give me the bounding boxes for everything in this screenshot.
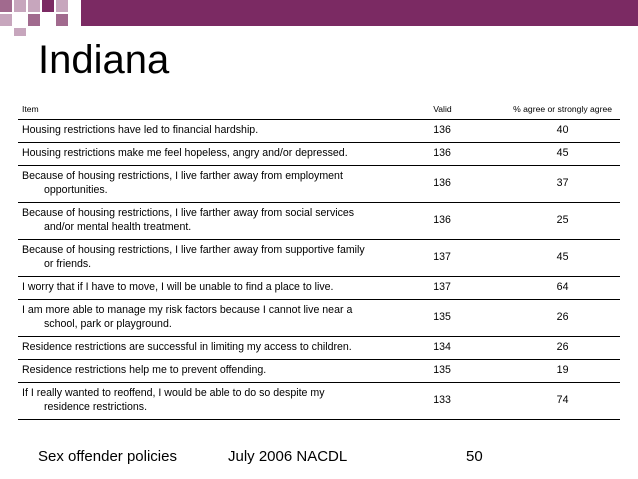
- item-cell: [18, 203, 423, 240]
- valid-cell: 133: [423, 383, 505, 420]
- item-text: Because of housing restrictions, I live farther away from employment: [22, 170, 343, 182]
- valid-cell: 136: [423, 166, 505, 203]
- deco-square: [0, 14, 12, 26]
- table-row: [18, 337, 620, 360]
- valid-cell: 135: [423, 300, 505, 337]
- pct-cell: 26: [505, 337, 620, 360]
- table-row: [18, 143, 620, 166]
- header-valid: Valid: [433, 104, 452, 114]
- page-number: 50: [466, 448, 483, 465]
- item-text: Residence restrictions are successful in limiting my access to children.: [22, 341, 352, 353]
- corner-decoration: [0, 0, 638, 36]
- pct-cell: 26: [505, 300, 620, 337]
- item-text: Because of housing restrictions, I live farther away from supportive family: [22, 244, 365, 256]
- valid-cell: 135: [423, 360, 505, 383]
- valid-cell: 134: [423, 337, 505, 360]
- table-row: [18, 240, 620, 277]
- item-cell: [18, 143, 423, 166]
- pct-cell: 45: [505, 240, 620, 277]
- table-row: [18, 300, 620, 337]
- table-row: [18, 166, 620, 203]
- deco-square: [28, 0, 40, 12]
- header-item: Item: [22, 104, 39, 114]
- item-text: Housing restrictions make me feel hopeless, angry and/or depressed.: [22, 147, 348, 159]
- item-cell: [18, 277, 423, 300]
- deco-square: [42, 0, 54, 12]
- table-row: [18, 277, 620, 300]
- survey-table: [18, 104, 620, 420]
- item-text-continued: residence restrictions.: [44, 401, 148, 413]
- item-text-continued: and/or mental health treatment.: [44, 221, 192, 233]
- item-text: I am more able to manage my risk factors because I cannot live near a: [22, 304, 353, 316]
- item-text: Housing restrictions have led to financial hardship.: [22, 124, 259, 136]
- footer-center: July 2006 NACDL: [228, 448, 348, 465]
- pct-cell: 19: [505, 360, 620, 383]
- item-text: Because of housing restrictions, I live farther away from social services: [22, 207, 355, 219]
- table-row: [18, 120, 620, 143]
- pct-cell: 37: [505, 166, 620, 203]
- deco-square: [14, 0, 26, 12]
- deco-square: [56, 0, 68, 12]
- deco-square: [14, 28, 26, 36]
- header-pct: % agree or strongly agree: [513, 104, 613, 114]
- item-cell: [18, 166, 423, 203]
- valid-cell: 136: [423, 120, 505, 143]
- pct-cell: 64: [505, 277, 620, 300]
- pct-cell: 74: [505, 383, 620, 420]
- pct-cell: 40: [505, 120, 620, 143]
- item-text: Residence restrictions help me to prevent offending.: [22, 364, 267, 376]
- valid-cell: 136: [423, 203, 505, 240]
- valid-cell: 137: [423, 240, 505, 277]
- table-row: [18, 383, 620, 420]
- item-cell: [18, 360, 423, 383]
- valid-cell: 137: [423, 277, 505, 300]
- table-header-row: [18, 104, 620, 120]
- deco-square: [56, 14, 68, 26]
- item-text: If I really wanted to reoffend, I would be able to do so despite my: [22, 387, 325, 399]
- pct-cell: 45: [505, 143, 620, 166]
- item-text-continued: or friends.: [44, 258, 92, 270]
- item-text-continued: opportunities.: [44, 184, 108, 196]
- item-cell: [18, 300, 423, 337]
- item-cell: [18, 383, 423, 420]
- item-text: I worry that if I have to move, I will be unable to find a place to live.: [22, 281, 334, 293]
- item-cell: [18, 120, 423, 143]
- table-row: [18, 203, 620, 240]
- header-band: [81, 0, 638, 26]
- item-cell: [18, 337, 423, 360]
- pct-cell: 25: [505, 203, 620, 240]
- slide-title: Indiana: [38, 38, 170, 82]
- table-row: [18, 360, 620, 383]
- deco-square: [0, 0, 12, 12]
- valid-cell: 136: [423, 143, 505, 166]
- deco-square: [28, 14, 40, 26]
- item-cell: [18, 240, 423, 277]
- footer-left: Sex offender policies: [38, 448, 177, 465]
- item-text-continued: school, park or playground.: [44, 318, 172, 330]
